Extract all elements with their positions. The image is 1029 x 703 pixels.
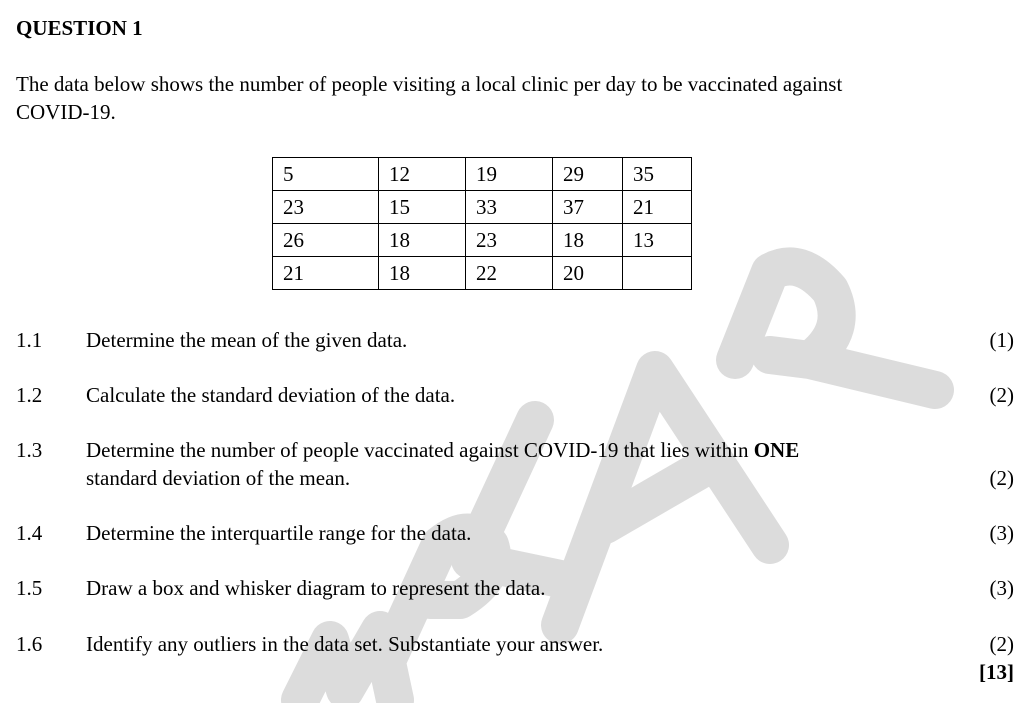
table-cell: 18 bbox=[379, 257, 466, 290]
emphasis-text: ONE bbox=[753, 438, 800, 462]
data-table bbox=[272, 157, 692, 290]
table-cell: 33 bbox=[466, 191, 553, 224]
question-text: Determine the mean of the given data. bbox=[86, 328, 408, 352]
table-row bbox=[273, 224, 692, 257]
question-marks: (2) bbox=[989, 632, 1014, 656]
question-item-1-3 bbox=[16, 436, 1014, 492]
question-marks: (3) bbox=[989, 576, 1014, 600]
question-number: 1.6 bbox=[16, 632, 43, 656]
table-cell: 23 bbox=[466, 224, 553, 257]
table-row bbox=[273, 257, 692, 290]
table-cell: 18 bbox=[553, 224, 623, 257]
question-intro: The data below shows the number of people visiting a local clinic per day to be vaccinated against COVID-19. bbox=[16, 72, 843, 124]
table-cell: 18 bbox=[379, 224, 466, 257]
question-text: Determine the interquartile range for the data. bbox=[86, 521, 472, 545]
table-cell: 29 bbox=[553, 158, 623, 191]
question-text bbox=[86, 436, 916, 492]
question-heading: QUESTION 1 bbox=[16, 16, 143, 40]
question-number: 1.3 bbox=[16, 438, 43, 462]
table-cell: 21 bbox=[623, 191, 692, 224]
table-cell: 21 bbox=[273, 257, 379, 290]
table-cell: 15 bbox=[379, 191, 466, 224]
table-cell: 12 bbox=[379, 158, 466, 191]
table-cell: 13 bbox=[623, 224, 692, 257]
total-marks: [13] bbox=[979, 660, 1014, 684]
question-marks: (2) bbox=[989, 466, 1014, 490]
question-marks: (1) bbox=[989, 328, 1014, 352]
question-text: Draw a box and whisker diagram to represent the data. bbox=[86, 576, 546, 600]
table-cell: 19 bbox=[466, 158, 553, 191]
question-number: 1.2 bbox=[16, 383, 43, 407]
table-row bbox=[273, 191, 692, 224]
question-number: 1.4 bbox=[16, 521, 43, 545]
question-number: 1.5 bbox=[16, 576, 43, 600]
question-text: Calculate the standard deviation of the data. bbox=[86, 383, 456, 407]
table-cell: 5 bbox=[273, 158, 379, 191]
question-text-part: Determine the number of people vaccinated against COVID-19 that lies within bbox=[86, 438, 754, 462]
question-number: 1.1 bbox=[16, 328, 43, 352]
table-cell: 22 bbox=[466, 257, 553, 290]
question-text-part: standard deviation of the mean. bbox=[86, 466, 351, 490]
table-cell: 26 bbox=[273, 224, 379, 257]
table-cell: 23 bbox=[273, 191, 379, 224]
table-cell bbox=[623, 257, 692, 290]
table-cell: 35 bbox=[623, 158, 692, 191]
question-marks: (3) bbox=[989, 521, 1014, 545]
table-cell: 37 bbox=[553, 191, 623, 224]
table-row bbox=[273, 158, 692, 191]
question-marks: (2) bbox=[989, 383, 1014, 407]
question-text: Identify any outliers in the data set. Substantiate your answer. bbox=[86, 632, 604, 656]
table-cell: 20 bbox=[553, 257, 623, 290]
